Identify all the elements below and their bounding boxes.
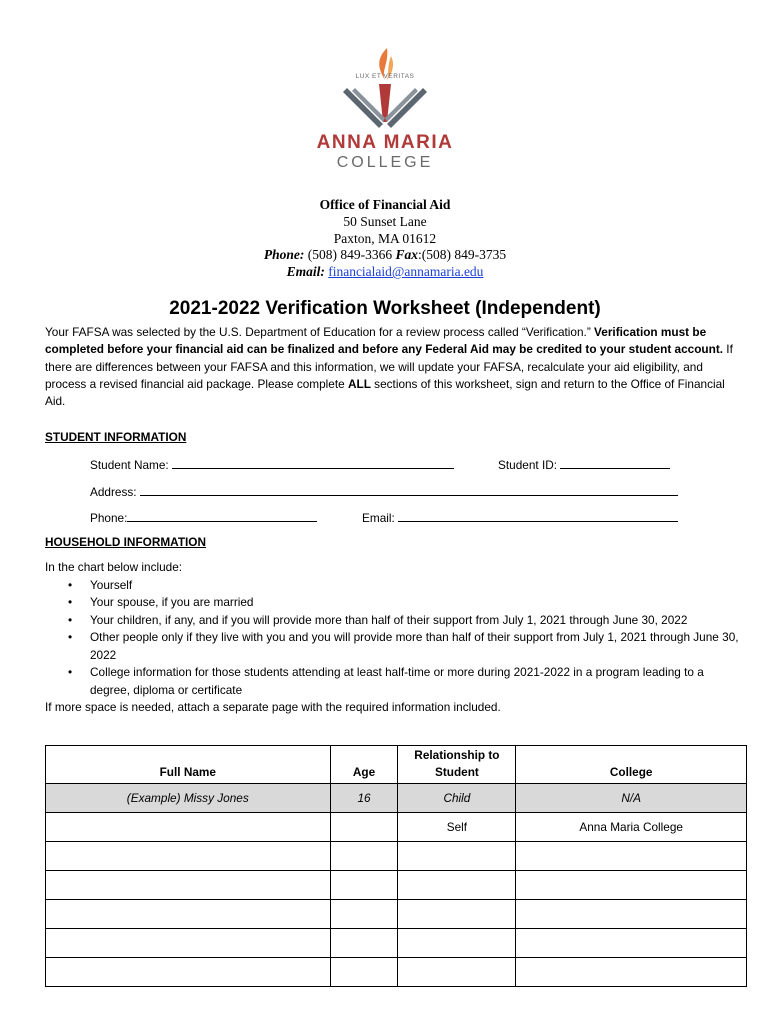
college-cell[interactable] bbox=[516, 900, 747, 929]
office-email-line bbox=[0, 264, 770, 281]
page-title: 2021-2022 Verification Worksheet (Independent) bbox=[169, 298, 601, 319]
header-college: College bbox=[516, 746, 747, 784]
torch-book-icon bbox=[335, 44, 435, 134]
address-input[interactable] bbox=[140, 483, 678, 496]
email-input[interactable] bbox=[398, 509, 678, 522]
household-note: If more space is needed, attach a separate page with the required information included. bbox=[45, 700, 501, 714]
office-city: Paxton, MA 01612 bbox=[333, 230, 437, 246]
table-row[interactable] bbox=[46, 842, 747, 871]
relationship-cell[interactable] bbox=[398, 871, 516, 900]
student-name-field[interactable] bbox=[90, 456, 454, 472]
table-row[interactable] bbox=[46, 929, 747, 958]
relationship-cell[interactable] bbox=[398, 842, 516, 871]
relationship-cell[interactable] bbox=[398, 929, 516, 958]
age-cell[interactable] bbox=[330, 842, 398, 871]
header-full-name: Full Name bbox=[46, 746, 331, 784]
fax-value: :(508) 849-3735 bbox=[418, 247, 507, 263]
household-table bbox=[45, 745, 747, 987]
name-cell[interactable] bbox=[46, 929, 331, 958]
intro-text-1: Your FAFSA was selected by the U.S. Department of Education for a review process called “Verification.” bbox=[45, 325, 595, 339]
list-item: • College information for those students attending at least half-time or more during 2021-2022 in a program leading to a degree, diploma or certificate bbox=[90, 664, 747, 699]
phone-value: (508) 849-3366 bbox=[307, 247, 393, 263]
email-label: Email: bbox=[286, 264, 325, 280]
student-phone-label: Phone: bbox=[90, 511, 128, 525]
household-instructions bbox=[45, 559, 747, 717]
logo-name: ANNA MARIA bbox=[316, 132, 454, 153]
college-cell[interactable] bbox=[516, 929, 747, 958]
student-name-label: Student Name: bbox=[90, 458, 172, 472]
student-id-input[interactable] bbox=[560, 456, 670, 469]
fax-label: Fax bbox=[395, 247, 418, 263]
age-cell[interactable] bbox=[330, 813, 398, 842]
age-cell[interactable] bbox=[330, 958, 398, 987]
intro-paragraph bbox=[45, 324, 747, 410]
name-cell[interactable] bbox=[46, 871, 331, 900]
student-id-field[interactable] bbox=[498, 456, 670, 472]
household-bullet-list bbox=[45, 577, 747, 700]
table-row[interactable] bbox=[46, 958, 747, 987]
example-age: 16 bbox=[330, 784, 398, 813]
student-id-label: Student ID: bbox=[498, 458, 561, 472]
list-item: • Other people only if they live with you and you will provide more than half of their support from July 1, 2021 through June 30, 2022 bbox=[90, 629, 747, 664]
age-cell[interactable] bbox=[330, 900, 398, 929]
phone-label: Phone: bbox=[263, 247, 305, 263]
logo-college: COLLEGE bbox=[336, 154, 434, 171]
name-cell[interactable] bbox=[46, 813, 331, 842]
table-header-row bbox=[46, 746, 747, 784]
household-info-heading: HOUSEHOLD INFORMATION bbox=[45, 535, 206, 549]
relationship-cell[interactable]: Self bbox=[398, 813, 516, 842]
college-cell[interactable] bbox=[516, 871, 747, 900]
relationship-cell[interactable] bbox=[398, 900, 516, 929]
college-cell[interactable]: Anna Maria College bbox=[516, 813, 747, 842]
table-row[interactable] bbox=[46, 813, 747, 842]
age-cell[interactable] bbox=[330, 929, 398, 958]
table-row[interactable] bbox=[46, 871, 747, 900]
college-cell[interactable] bbox=[516, 958, 747, 987]
college-cell[interactable] bbox=[516, 842, 747, 871]
logo-motto: LUX ET VERITAS bbox=[355, 73, 415, 80]
example-relationship: Child bbox=[398, 784, 516, 813]
example-name: (Example) Missy Jones bbox=[46, 784, 331, 813]
email-field[interactable] bbox=[362, 509, 678, 525]
list-item: • Your spouse, if you are married bbox=[90, 594, 747, 612]
relationship-cell[interactable] bbox=[398, 958, 516, 987]
phone-input[interactable] bbox=[127, 509, 317, 522]
intro-bold-1: Verification must be completed before your financial aid can be finalized and before any Federal Aid may be credited to your student account. bbox=[45, 325, 724, 357]
header-age: Age bbox=[330, 746, 398, 784]
intro-text-2: If there are differences between your FAFSA and this information, we will update your FAFSA, recalculate your aid eligibility, and process a revised financial aid package. Please complete bbox=[45, 342, 733, 391]
intro-bold-2: ALL bbox=[347, 376, 371, 391]
student-name-input[interactable] bbox=[172, 456, 454, 469]
example-row bbox=[46, 784, 747, 813]
list-item: • Yourself bbox=[90, 577, 747, 595]
office-street: 50 Sunset Lane bbox=[343, 213, 427, 229]
table-row[interactable] bbox=[46, 900, 747, 929]
name-cell[interactable] bbox=[46, 958, 331, 987]
office-name: Office of Financial Aid bbox=[319, 197, 451, 212]
header-relationship: Relationship to Student bbox=[398, 746, 516, 784]
student-info-heading: STUDENT INFORMATION bbox=[45, 430, 187, 444]
email-link[interactable]: financialaid@annamaria.edu bbox=[328, 264, 484, 280]
household-lead: In the chart below include: bbox=[45, 560, 183, 574]
name-cell[interactable] bbox=[46, 842, 331, 871]
name-cell[interactable] bbox=[46, 900, 331, 929]
example-college: N/A bbox=[516, 784, 747, 813]
address-field[interactable] bbox=[90, 483, 678, 499]
student-email-label: Email: bbox=[362, 511, 399, 525]
age-cell[interactable] bbox=[330, 871, 398, 900]
office-address-block bbox=[0, 197, 770, 281]
address-label: Address: bbox=[90, 485, 140, 499]
list-item: • Your children, if any, and if you will provide more than half of their support from July 1, 2021 through June 30, 2022 bbox=[90, 612, 747, 630]
college-logo bbox=[0, 44, 770, 174]
office-phone-line bbox=[0, 247, 770, 264]
intro-text-3: sections of this worksheet, sign and return to the Office of Financial Aid. bbox=[45, 376, 725, 409]
phone-field[interactable] bbox=[90, 509, 317, 525]
